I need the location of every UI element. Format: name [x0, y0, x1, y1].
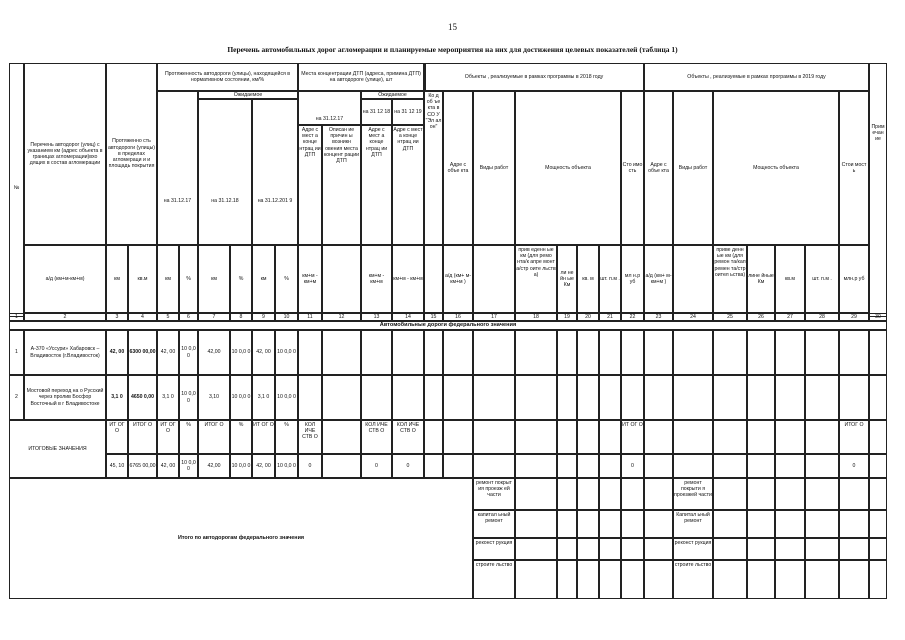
table-cell: 42,00 — [198, 330, 230, 375]
header-capacity-2018: Мощность объекта — [515, 91, 621, 245]
header-dtp-addr3: Адре с мест а конце нтрац ии ДТП — [392, 125, 424, 245]
unit-7: км — [198, 245, 230, 313]
empty-cell — [713, 538, 747, 560]
totals-value-cell — [747, 454, 775, 478]
empty-cell — [599, 375, 621, 420]
empty-cell — [747, 478, 775, 510]
work-type-2019: реконст рукция — [673, 538, 713, 560]
header-length: Протяженно сть автодороги (улицы) в пределах агломераци и и площадь покрытия — [106, 63, 157, 245]
table-cell: 3,1 0 — [106, 375, 128, 420]
empty-cell — [392, 375, 424, 420]
column-number: 7 — [198, 313, 230, 321]
header-normative: Протяженность автодороги (улицы), находящейся в нормативном состоянии, км/% — [157, 63, 298, 91]
totals-value-cell: 6765 00,00 — [128, 454, 157, 478]
empty-cell — [473, 375, 515, 420]
header-cost-2019: Стои мост ь — [839, 91, 869, 245]
empty-cell — [557, 478, 577, 510]
header-work-types-2019: Виды работ — [673, 91, 713, 245]
column-number: 24 — [673, 313, 713, 321]
empty-cell — [747, 510, 775, 538]
unit-16: а/д (км+ м- км+м ) — [443, 245, 473, 313]
empty-cell — [775, 510, 805, 538]
totals-value-cell: 0 — [361, 454, 392, 478]
totals-header-cell — [644, 420, 673, 454]
header-note: Прим ечан ие — [869, 63, 887, 317]
table-cell: 10 0,0 0 — [275, 375, 298, 420]
totals-header-cell: ИТ ОГ О — [252, 420, 275, 454]
empty-cell — [557, 510, 577, 538]
unit-4: кв.м — [128, 245, 157, 313]
empty-cell — [361, 330, 392, 375]
empty-cell — [839, 375, 869, 420]
empty-cell — [515, 538, 557, 560]
table-cell: 10 0,0 0 — [179, 330, 198, 375]
header-obj-2018: Объекты , реализуемые в рамках программы в 2018 году — [424, 63, 644, 91]
empty-cell — [805, 560, 839, 599]
empty-cell — [713, 560, 747, 599]
empty-cell — [515, 478, 557, 510]
totals-header-cell: ИТОГ О — [128, 420, 157, 454]
unit-5: км — [157, 245, 179, 313]
empty-cell — [621, 510, 644, 538]
totals-value-cell: 42, 00 — [252, 454, 275, 478]
empty-cell — [443, 330, 473, 375]
empty-cell — [713, 375, 747, 420]
col-no-header: № — [13, 184, 20, 191]
totals-header-cell — [599, 420, 621, 454]
empty-cell — [869, 560, 887, 599]
totals-header-cell — [424, 420, 443, 454]
totals-header-cell — [713, 420, 747, 454]
column-number: 27 — [775, 313, 805, 321]
empty-cell — [805, 478, 839, 510]
unit-13: км+м - км+м — [361, 245, 392, 313]
page-number: 15 — [448, 22, 457, 32]
column-number: 6 — [179, 313, 198, 321]
empty-cell — [557, 330, 577, 375]
totals-header-cell: КОЛ ИЧЕ СТВ О — [392, 420, 424, 454]
column-number: 4 — [128, 313, 157, 321]
totals-value-cell — [775, 454, 805, 478]
empty-cell — [805, 538, 839, 560]
totals-value-cell: 0 — [621, 454, 644, 478]
empty-cell — [424, 330, 443, 375]
page-title: Перечень автомобильных дорог агломерации и планируемые мероприятия на них для достижения целевых показателей (таблица 1) — [227, 45, 678, 54]
column-number: 28 — [805, 313, 839, 321]
empty-cell — [644, 478, 673, 599]
empty-cell — [298, 375, 322, 420]
totals-header-cell: % — [179, 420, 198, 454]
empty-cell — [775, 560, 805, 599]
empty-cell — [713, 510, 747, 538]
totals-value-cell — [644, 454, 673, 478]
unit-27: кв.м — [775, 245, 805, 313]
header-obj-addr-2018: Адре с объе кта — [443, 91, 473, 245]
header-dtp-311217: на 31.12.17 — [315, 115, 344, 122]
column-number: 15 — [424, 313, 443, 321]
totals-value-cell: 10 0,0 0 — [275, 454, 298, 478]
totals-value-cell: 10 0,0 0 — [230, 454, 252, 478]
empty-cell — [577, 560, 599, 599]
totals-header-cell — [557, 420, 577, 454]
empty-cell — [775, 538, 805, 560]
unit-3: км — [106, 245, 128, 313]
totals-value-cell — [424, 454, 443, 478]
unit-21: шт. п.м . — [599, 245, 621, 313]
header-na-311218: на 31.12.18 — [211, 197, 239, 204]
empty-cell — [621, 560, 644, 599]
header-obj-2019: Объекты , реализуемые в рамках программы в 2019 году — [644, 63, 869, 91]
column-number: 26 — [747, 313, 775, 321]
totals-header-cell — [322, 420, 361, 454]
column-number: 17 — [473, 313, 515, 321]
row-number: 1 — [9, 330, 24, 375]
header-dtp-311219: на 31 12 19 — [392, 99, 424, 125]
empty-cell — [673, 375, 713, 420]
empty-cell — [839, 560, 869, 599]
table-cell: 3,1 0 — [157, 375, 179, 420]
totals-value-cell: 0 — [839, 454, 869, 478]
totals-value-cell — [322, 454, 361, 478]
column-number: 25 — [713, 313, 747, 321]
empty-cell — [869, 538, 887, 560]
totals-value-cell: 0 — [392, 454, 424, 478]
empty-cell — [577, 510, 599, 538]
work-type-2019: Капитал ьный ремонт — [673, 510, 713, 538]
empty-cell — [599, 330, 621, 375]
column-number: 10 — [275, 313, 298, 321]
column-number: 20 — [577, 313, 599, 321]
empty-cell — [713, 330, 747, 375]
table-cell: 3,10 — [198, 375, 230, 420]
totals-header-cell: КОЛ ИЧЕ СТВ О — [298, 420, 322, 454]
empty-cell — [713, 478, 747, 510]
road-name: А-370 «Уссури» Хабаровск – Владивосток (г.Владивосток) — [24, 330, 106, 375]
column-number: 3 — [106, 313, 128, 321]
work-type-2018: реконст рукция — [473, 538, 515, 560]
header-na-311217: на 31.12.17 — [163, 197, 192, 204]
empty-cell — [515, 510, 557, 538]
empty-cell — [775, 330, 805, 375]
totals-label: ИТОГОВЫЕ ЗНАЧЕНИЯ — [9, 420, 106, 478]
totals-value-cell — [577, 454, 599, 478]
row-number: 2 — [9, 375, 24, 420]
unit-10: % — [275, 245, 298, 313]
column-number: 22 — [621, 313, 644, 321]
column-number: 13 — [361, 313, 392, 321]
empty-cell — [839, 330, 869, 375]
empty-cell — [621, 375, 644, 420]
empty-cell — [424, 375, 443, 420]
empty-cell — [557, 375, 577, 420]
totals-value-cell: 42,00 — [198, 454, 230, 478]
column-number: 12 — [322, 313, 361, 321]
empty-cell — [644, 330, 673, 375]
empty-cell — [298, 330, 322, 375]
unit-20: кв. м — [577, 245, 599, 313]
totals-header-cell: ИТ ОГ О — [621, 420, 644, 454]
empty-cell — [673, 330, 713, 375]
empty-cell — [392, 330, 424, 375]
empty-cell — [599, 478, 621, 510]
header-road-list: Перечень автодорог (улиц) с указанием км (адрес объекта в границах агломерации)вхо дящих в состав агломерации — [24, 63, 106, 245]
table-cell: 42, 00 — [252, 330, 275, 375]
unit-6: % — [179, 245, 198, 313]
totals-value-cell: 10 0,0 0 — [179, 454, 198, 478]
totals-header-cell: ИТ ОГ О — [157, 420, 179, 454]
empty-cell — [599, 538, 621, 560]
totals-value-cell — [713, 454, 747, 478]
totals-value-cell: 42, 00 — [157, 454, 179, 478]
empty-cell — [839, 538, 869, 560]
totals-header-cell: % — [230, 420, 252, 454]
totals-value-cell — [515, 454, 557, 478]
table-cell: 42, 00 — [157, 330, 179, 375]
empty-cell — [621, 538, 644, 560]
header-dtp: Места концентрации ДТП (адреса, примина ДТП) на автодороге (улице), шт — [298, 63, 424, 91]
work-type-2019: ремонт покрыти я проезжей части — [673, 478, 713, 510]
header-capacity-2019: Мощность объекта — [713, 91, 839, 245]
empty-cell — [621, 478, 644, 510]
totals-header-cell — [443, 420, 473, 454]
header-dtp-311218: на 31 12 18 — [361, 99, 392, 125]
empty-cell — [869, 510, 887, 538]
column-number: 2 — [24, 313, 106, 321]
work-type-2019: строите льство — [673, 560, 713, 599]
empty-cell — [869, 478, 887, 510]
unit-26: лине йные Км — [747, 245, 775, 313]
empty-cell — [322, 330, 361, 375]
column-number: 9 — [252, 313, 275, 321]
totals-header-cell — [577, 420, 599, 454]
empty-cell — [775, 375, 805, 420]
totals-value-cell — [599, 454, 621, 478]
empty-cell — [805, 510, 839, 538]
empty-cell — [577, 330, 599, 375]
empty-cell — [747, 560, 775, 599]
totals-header-cell — [869, 420, 887, 454]
unit-18: прив еденн ые км (для ремо нта/к апре монт а/стр оите льств а) — [515, 245, 557, 313]
totals-header-cell: % — [275, 420, 298, 454]
empty-cell — [577, 478, 599, 510]
empty-cell — [515, 330, 557, 375]
table-cell: 4650 0,00 — [128, 375, 157, 420]
empty-cell — [361, 375, 392, 420]
empty-cell — [869, 375, 887, 420]
unit-road: а/д (км+м-км+м) — [24, 245, 106, 313]
totals-value-cell: 0 — [298, 454, 322, 478]
column-number: 29 — [839, 313, 869, 321]
column-number: 5 — [157, 313, 179, 321]
unit-9: км — [252, 245, 275, 313]
totals-value-cell — [473, 454, 515, 478]
totals-header-cell — [747, 420, 775, 454]
unit-14: км+м - км+м — [392, 245, 424, 313]
empty-cell — [443, 375, 473, 420]
totals-value-cell — [443, 454, 473, 478]
header-dtp-addr: Адре с мест а конце нтрац ии ДТП — [298, 125, 322, 245]
empty-cell — [747, 330, 775, 375]
work-type-2018: ремонт покрыт ия проезж ей части — [473, 478, 515, 510]
table-cell: 42, 00 — [106, 330, 128, 375]
column-number: 16 — [443, 313, 473, 321]
unit-29: млн.р уб — [839, 245, 869, 313]
bottom-label: Итого по автодорогам федерального значения — [9, 478, 473, 599]
empty-cell — [747, 375, 775, 420]
totals-value-cell — [869, 454, 887, 478]
totals-header-cell — [775, 420, 805, 454]
empty-cell — [775, 478, 805, 510]
empty-cell — [747, 538, 775, 560]
header-dtp-desc: Описан ие причин ы возникн овения места концент рации ДТП — [322, 125, 361, 245]
work-type-2018: строите льство — [473, 560, 515, 599]
empty-cell — [839, 510, 869, 538]
header-work-types-2018: Виды работ — [473, 91, 515, 245]
empty-cell — [515, 560, 557, 599]
totals-header-cell — [673, 420, 713, 454]
totals-header-cell: ИТОГ О — [839, 420, 869, 454]
empty-cell — [557, 560, 577, 599]
header-code: Ко д об ъе кта в СО У "Эл ал он" — [424, 91, 443, 245]
road-name: Мостовой переход на о Русский через пролив Босфор Восточный в г Владивостоке — [24, 375, 106, 420]
unit-23: а/д (км+ м- км+м ) — [644, 245, 673, 313]
unit-25: приве денн ые км (для ремон та/кап ремен та/стр оител ьства) — [713, 245, 747, 313]
unit-19: ли не йн ые Км — [557, 245, 577, 313]
table-cell: 10 0,0 0 — [230, 375, 252, 420]
totals-header-cell: КОЛ ИЧЕ СТВ О — [361, 420, 392, 454]
empty-cell — [644, 375, 673, 420]
unit-28: шт. п.м . — [805, 245, 839, 313]
totals-header-cell: ИТ ОГ О — [106, 420, 128, 454]
column-number: 14 — [392, 313, 424, 321]
empty-cell — [805, 375, 839, 420]
empty-cell — [557, 538, 577, 560]
table-cell: 10 0,0 0 — [275, 330, 298, 375]
empty-cell — [473, 330, 515, 375]
empty-cell — [839, 478, 869, 510]
empty-cell — [322, 375, 361, 420]
section-title: Автомобильные дороги федерального значения — [9, 321, 887, 330]
header-expected: Ожидаемое — [198, 91, 298, 99]
totals-value-cell — [673, 454, 713, 478]
work-type-2018: капитал ьный ремонт — [473, 510, 515, 538]
header-dtp-expected: Ожидаемое — [361, 91, 424, 99]
header-na-311219: на 31.12.201 9 — [257, 197, 293, 204]
column-number: 23 — [644, 313, 673, 321]
header-obj-addr-2019: Адре с объе кта — [644, 91, 673, 245]
column-number: 21 — [599, 313, 621, 321]
table-cell: 10 0,0 0 — [179, 375, 198, 420]
totals-header-cell — [473, 420, 515, 454]
empty-cell — [869, 330, 887, 375]
table-cell: 10 0,0 0 — [230, 330, 252, 375]
empty-cell — [599, 560, 621, 599]
column-number: 19 — [557, 313, 577, 321]
table-cell: 6300 00,00 — [128, 330, 157, 375]
unit-8: % — [230, 245, 252, 313]
column-number: 8 — [230, 313, 252, 321]
empty-cell — [577, 538, 599, 560]
data-table — [9, 63, 887, 599]
header-dtp-addr2: Адре с мест а конце нтрац ии ДТП — [361, 125, 392, 245]
empty-cell — [599, 510, 621, 538]
totals-value-cell — [557, 454, 577, 478]
totals-header-cell: ИТОГ О — [198, 420, 230, 454]
empty-cell — [621, 330, 644, 375]
totals-header-cell — [805, 420, 839, 454]
column-number: 30 — [869, 313, 887, 321]
column-number: 1 — [9, 313, 24, 321]
table-cell: 3,1 0 — [252, 375, 275, 420]
unit-11: км+м - км+м — [298, 245, 322, 313]
totals-value-cell: 45, 10 — [106, 454, 128, 478]
column-number: 11 — [298, 313, 322, 321]
empty-cell — [515, 375, 557, 420]
empty-cell — [805, 330, 839, 375]
column-number: 18 — [515, 313, 557, 321]
empty-cell — [577, 375, 599, 420]
totals-value-cell — [805, 454, 839, 478]
header-cost-2018: Сто имо сть — [621, 91, 644, 245]
totals-header-cell — [515, 420, 557, 454]
unit-22: мл н.р уб — [621, 245, 644, 313]
